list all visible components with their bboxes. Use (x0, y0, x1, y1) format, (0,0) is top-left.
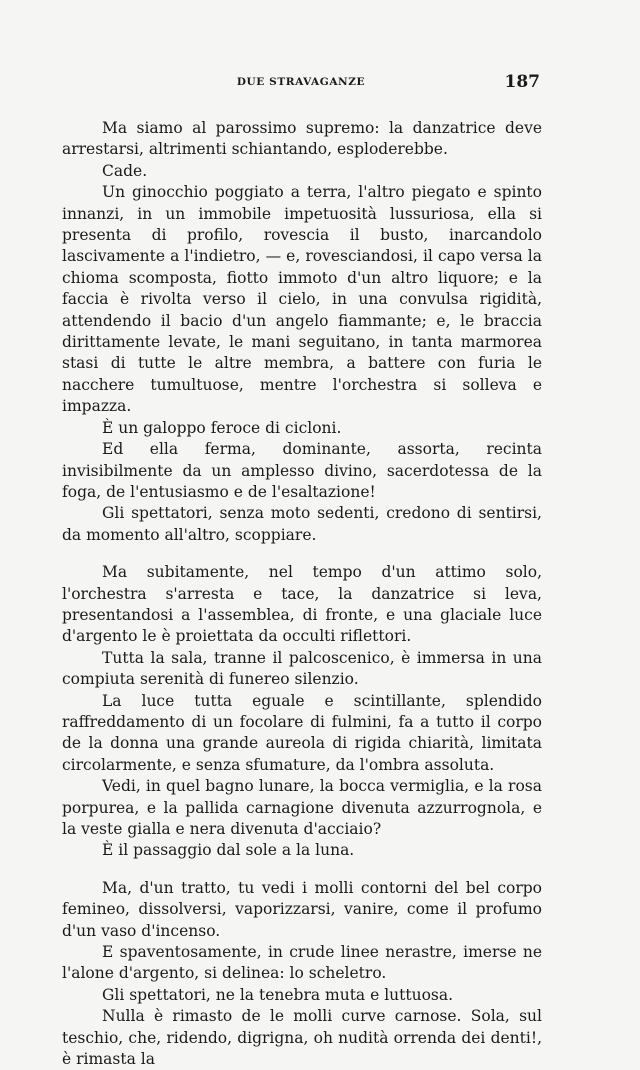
paragraph: Nulla è rimasto de le molli curve carnose. Sola, sul teschio, che, ridendo, digrigna, oh nudità orrenda dei denti!, è rimasta la (62, 1007, 542, 1069)
page-number: 187 (504, 72, 540, 92)
paragraph: Ma siamo al parossimo supremo: la danzatrice deve arrestarsi, altrimenti schiantando, esploderebbe. (62, 119, 542, 159)
section-break (62, 546, 542, 562)
paragraph: Gli spettatori, senza moto sedenti, credono di sentirsi, da momento all'altro, scoppiare. (62, 504, 542, 544)
paragraph: Vedi, in quel bagno lunare, la bocca vermiglia, e la rosa porpurea, e la pallida carnagione divenuta azzurrognola, e la veste gialla e nera divenuta d'acciaio? (62, 777, 542, 838)
paragraph: La luce tutta eguale e scintillante, splendido raffreddamento di un focolare di fulmini, fa a tutto il corpo de la donna una grande aureola di rigida chiarità, limitata circolarmente, e senza sfumature, da l'ombra assoluta. (62, 691, 542, 774)
paragraph: È il passaggio dal sole a la luna. (102, 841, 355, 860)
body-text (62, 118, 542, 1070)
section-break (62, 862, 542, 878)
paragraph: Ma subitamente, nel tempo d'un attimo solo, l'orchestra s'arresta e tace, la danzatrice si leva, presentandosi a l'assemblea, di fronte, e una glaciale luce d'argento le è proiettata da occulti riflettori. (62, 563, 542, 646)
paragraph: Tutta la sala, tranne il palcoscenico, è immersa in una compiuta serenità di funereo silenzio. (62, 648, 542, 689)
paragraph: Gli spettatori, ne la tenebra muta e luttuosa. (102, 985, 454, 1004)
paragraph: E spaventosamente, in crude linee nerastre, imerse ne l'alone d'argento, si delinea: lo scheletro. (62, 943, 542, 983)
paragraph: Ed ella ferma, dominante, assorta, recinta invisibilmente da un amplesso divino, sacerdotessa de la foga, de l'entusiasmo e de l'esaltazione! (62, 440, 542, 501)
running-head (62, 72, 540, 94)
paragraph: Un ginocchio poggiato a terra, l'altro piegato e spinto innanzi, in un immobile impetuosità lussuriosa, ella si presenta di profilo, rovescia il busto, inarcandolo lascivamente a l'indietro, — e, rovesciandosi, il capo versa la chioma scomposta, fiotto immoto d'un altro liquore; e la faccia è rivolta verso il cielo, in una convulsa rigidità, attendendo il bacio d'un angelo fiammante; e, le braccia dirittamente levate, le mani seguitano, in tanta marmorea stasi di tutte le altre membra, a battere con furia le nacchere tumultuose, mentre l'orchestra si solleva e impazza. (62, 183, 542, 416)
running-title: DUE STRAVAGANZE (236, 76, 366, 88)
paragraph: È un galoppo feroce di cicloni. (102, 418, 342, 437)
paragraph: Ma, d'un tratto, tu vedi i molli contorni del bel corpo femineo, dissolversi, vaporizzarsi, vanire, come il profumo d'un vaso d'incenso. (62, 878, 542, 940)
paragraph: Cade. (102, 161, 148, 180)
